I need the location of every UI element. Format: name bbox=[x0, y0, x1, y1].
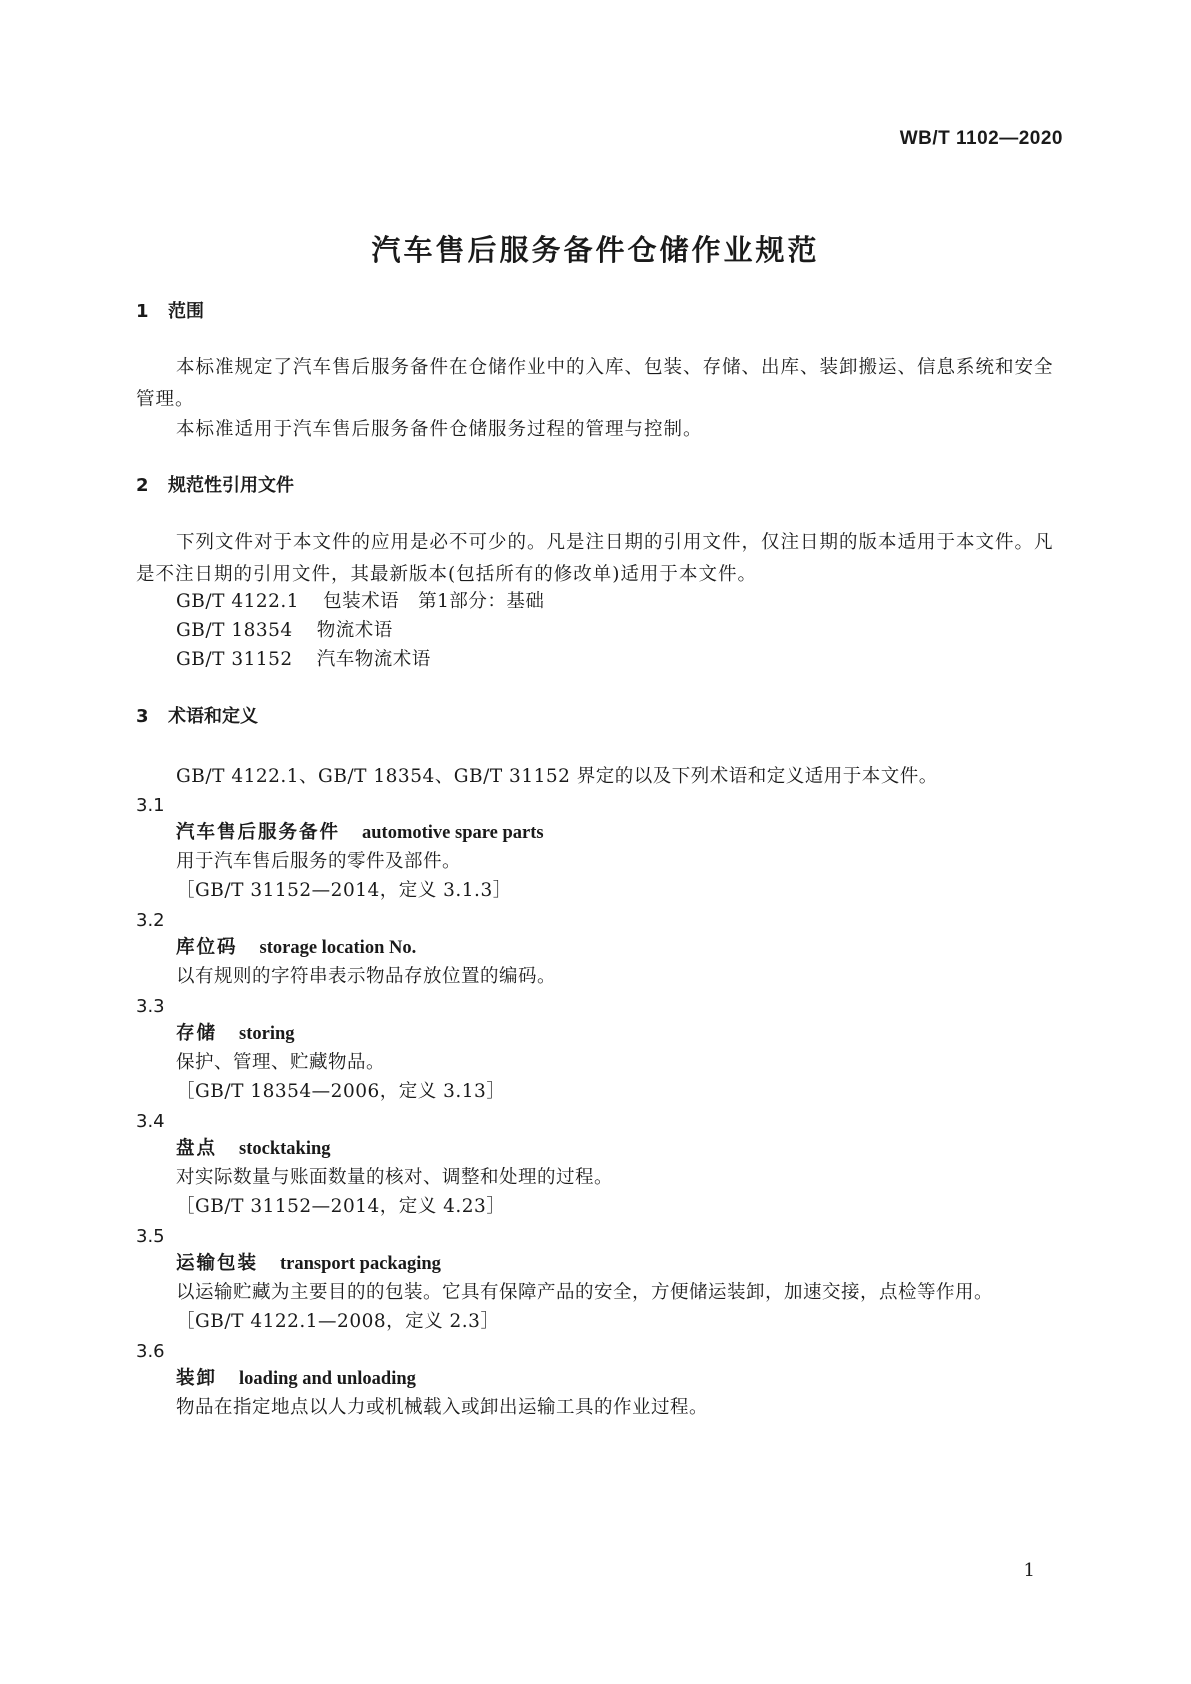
term-number: 3.2 bbox=[136, 910, 165, 931]
section-heading-scope bbox=[136, 301, 204, 323]
term-heading bbox=[176, 1021, 295, 1047]
term-heading bbox=[176, 1251, 441, 1277]
document-title: 汽车售后服务备件仓储作业规范 bbox=[371, 233, 820, 267]
term-heading bbox=[176, 1136, 331, 1162]
section-number: 2 bbox=[136, 475, 149, 496]
reference-code: GB/T 18354 bbox=[176, 620, 293, 641]
reference-title: 汽车物流术语 bbox=[316, 649, 431, 670]
section-heading-references bbox=[136, 475, 294, 497]
term-english: stocktaking bbox=[239, 1139, 331, 1159]
term-source: ［GB/T 18354—2006，定义 3.13］ bbox=[176, 1081, 506, 1102]
reference-title: 物流术语 bbox=[316, 620, 393, 641]
term-definition: 对实际数量与账面数量的核对、调整和处理的过程。 bbox=[176, 1167, 614, 1188]
term-definition: 保护、管理、贮藏物品。 bbox=[176, 1052, 386, 1073]
term-heading bbox=[176, 935, 416, 961]
term-definition: 用于汽车售后服务的零件及部件。 bbox=[176, 851, 462, 872]
scope-paragraph-1: 本标准规定了汽车售后服务备件在仓储作业中的入库、包装、存储、出库、装卸搬运、信息系统和安全管理。 bbox=[136, 357, 1054, 410]
term-source: ［GB/T 31152—2014，定义 4.23］ bbox=[176, 1196, 506, 1217]
scope-paragraph-2: 本标准适用于汽车售后服务备件仓储服务过程的管理与控制。 bbox=[176, 419, 703, 440]
term-heading bbox=[176, 1366, 416, 1392]
reference-code: GB/T 4122.1 bbox=[176, 591, 300, 612]
section-title: 规范性引用文件 bbox=[168, 475, 294, 496]
section-title: 范围 bbox=[168, 301, 204, 322]
term-number: 3.5 bbox=[136, 1226, 165, 1247]
terms-intro: GB/T 4122.1、GB/T 18354、GB/T 31152 界定的以及下列术语和定义适用于本文件。 bbox=[176, 766, 938, 787]
term-chinese: 汽车售后服务备件 bbox=[176, 822, 341, 843]
term-english: transport packaging bbox=[280, 1254, 441, 1274]
section-title: 术语和定义 bbox=[168, 706, 258, 727]
standard-code: WB/T 1102—2020 bbox=[899, 128, 1063, 149]
section-number: 1 bbox=[136, 301, 149, 322]
references-intro: 下列文件对于本文件的应用是必不可少的。凡是注日期的引用文件，仅注日期的版本适用于本文件。凡是不注日期的引用文件，其最新版本(包括所有的修改单)适用于本文件。 bbox=[136, 532, 1054, 585]
reference-code: GB/T 31152 bbox=[176, 649, 293, 670]
term-english: storage location No. bbox=[259, 938, 417, 958]
term-source: ［GB/T 31152—2014，定义 3.1.3］ bbox=[176, 880, 512, 901]
term-number: 3.4 bbox=[136, 1111, 165, 1132]
term-definition: 以运输贮藏为主要目的的包装。它具有保障产品的安全，方便储运装卸，加速交接，点检等作用。 bbox=[176, 1282, 994, 1303]
page-number: 1 bbox=[1023, 1560, 1035, 1581]
term-english: automotive spare parts bbox=[362, 823, 544, 843]
term-heading bbox=[176, 820, 544, 846]
term-english: storing bbox=[239, 1024, 295, 1044]
term-number: 3.3 bbox=[136, 996, 165, 1017]
reference-item bbox=[176, 617, 393, 645]
section-number: 3 bbox=[136, 706, 149, 727]
reference-title: 包装术语 第1部分：基础 bbox=[323, 591, 545, 612]
term-number: 3.6 bbox=[136, 1341, 165, 1362]
term-chinese: 存储 bbox=[176, 1023, 218, 1044]
term-number: 3.1 bbox=[136, 795, 165, 816]
term-chinese: 库位码 bbox=[176, 937, 238, 958]
section-heading-terms bbox=[136, 706, 258, 728]
reference-item bbox=[176, 588, 544, 616]
term-chinese: 装卸 bbox=[176, 1368, 218, 1389]
term-english: loading and unloading bbox=[239, 1369, 416, 1389]
term-source: ［GB/T 4122.1—2008，定义 2.3］ bbox=[176, 1311, 500, 1332]
term-definition: 以有规则的字符串表示物品存放位置的编码。 bbox=[176, 966, 557, 987]
term-chinese: 盘点 bbox=[176, 1138, 218, 1159]
term-chinese: 运输包装 bbox=[176, 1253, 259, 1274]
reference-item bbox=[176, 646, 431, 674]
term-definition: 物品在指定地点以人力或机械载入或卸出运输工具的作业过程。 bbox=[176, 1397, 709, 1418]
